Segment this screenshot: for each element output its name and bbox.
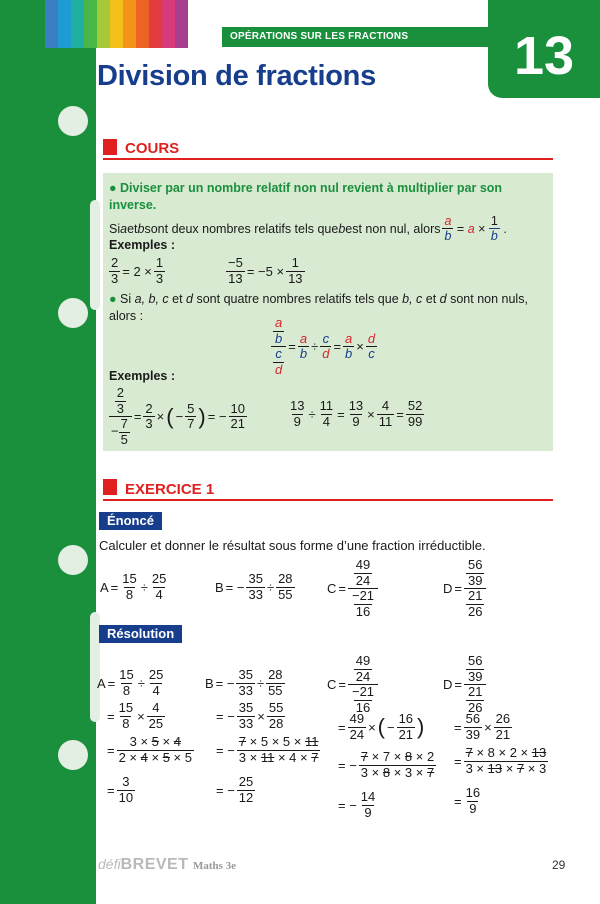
expression-D: D = $\frac{\frac{56}{39}}{\frac{21}{26}}$ [443, 558, 486, 619]
rainbow-stripe [110, 0, 123, 48]
exercice-heading: EXERCICE 1 [125, 481, 215, 498]
expression-A: A = $\frac{15}{8}$ ÷ $\frac{25}{4}$ [100, 571, 167, 602]
rainbow-stripe [97, 0, 110, 48]
example-1: $\frac{2}{3}$ = 2 × $\frac{1}{3}$ [111, 255, 164, 286]
resolution-D-step-1: D = $\frac{\frac{56}{39}}{\frac{21}{26}}$ [443, 654, 486, 715]
var-b: b [137, 221, 145, 236]
exercice-underline [103, 499, 553, 501]
cours-underline [103, 158, 553, 160]
rule-text: Si [109, 221, 121, 236]
formula-1-over-b: $\frac{1}{b}$ [490, 214, 498, 243]
rainbow-stripe [45, 0, 58, 48]
rainbow-stripe [123, 0, 136, 48]
resolution-A-step-1: A = $\frac{15}{8}$ ÷ $\frac{25}{4}$ [97, 667, 164, 698]
resolution-C-step-4: = − $\frac{14}{9}$ [338, 789, 376, 820]
rule-text: est non nul, alors [345, 221, 441, 236]
binder-hole [58, 740, 88, 770]
resolution-A-step-2: = $\frac{15}{8}$ × $\frac{4}{25}$ [107, 700, 164, 731]
resolution-C-step-3: = − $\frac{7 \times 7 \times 8 \times 2}{3 \times 8 \times 3 \times 7}$ [338, 749, 435, 780]
resolution-B-step-2: = − $\frac{35}{33}$ × $\frac{55}{28}$ [216, 700, 284, 731]
chapter-number-badge: 13 [488, 0, 600, 98]
page-number: 29 [552, 858, 566, 872]
resolution-A-step-3: = $\frac{3 \times 5 \times 4}{2 \times 4 \times 5 \times 5}$ [107, 734, 192, 765]
rainbow-stripe [175, 0, 188, 48]
rainbow-stripe [58, 0, 71, 48]
binder-hole [58, 298, 88, 328]
resolution-B-step-1: B = − $\frac{35}{33}$ ÷ $\frac{28}{55}$ [205, 667, 283, 698]
rainbow-strip [45, 0, 188, 48]
enonce-badge: Énoncé [99, 512, 162, 530]
rainbow-stripe [162, 0, 175, 48]
binder-hole [58, 106, 88, 136]
exercise-instruction: Calculer et donner le résultat sous forme d’une fraction irréductible. [99, 538, 486, 553]
formula-a-over-b: $\frac{a}{b}$ [444, 214, 452, 243]
expression-B: B = − $\frac{35}{33}$ ÷ $\frac{28}{55}$ [215, 571, 293, 602]
rule-2-formula: $\frac{\frac{a}{b}}{\frac{c}{d}}$ = $\frac{a}{b}$ ÷ $\frac{c}{d}$ = $\frac{a}{b}$ × $\frac{d}{c}$ [271, 316, 377, 377]
page-title: Division de fractions [97, 60, 376, 92]
cours-heading: COURS [125, 140, 180, 157]
resolution-D-step-2: = $\frac{56}{39}$ × $\frac{26}{21}$ [454, 711, 511, 742]
resolution-A-step-4: = $\frac{3}{10}$ [107, 774, 134, 805]
var-b: b [338, 221, 346, 236]
examples-label: Exemples : [109, 238, 176, 252]
resolution-B-step-3: = − $\frac{7 \times 5 \times 5 \times 11}{3 \times 11 \times 4 \times 7}$ [216, 734, 319, 765]
resolution-B-step-4: = − $\frac{25}{12}$ [216, 774, 254, 805]
section-banner: OPÉRATIONS SUR LES FRACTIONS [222, 27, 490, 47]
resolution-C-step-2: = $\frac{49}{24}$ × ( − $\frac{16}{21}$ ) [338, 711, 425, 742]
left-binder-band [0, 0, 96, 904]
rainbow-stripe [149, 0, 162, 48]
rule-1-statement: Si a et b sont deux nombres relatifs tels que b est non nul, alors $\frac{a}{b}$ = a × $\frac{1}{b}$ . [109, 214, 507, 243]
rule-1-title: ● Diviser par un nombre relatif non nul revient à multiplier par son inverse. [109, 181, 503, 212]
rainbow-stripe [71, 0, 84, 48]
rainbow-stripe [136, 0, 149, 48]
example-2: $\frac{-5}{13}$ = −5 × $\frac{1}{13}$ [228, 255, 303, 286]
cours-marker [103, 139, 117, 155]
var-a: a [120, 221, 128, 236]
rainbow-stripe [84, 0, 97, 48]
exercice-marker [103, 479, 117, 495]
binder-hole [58, 545, 88, 575]
resolution-C-step-1: C = $\frac{\frac{49}{24}}{\frac{-21}{16}}$ [327, 654, 378, 715]
rule-text: sont deux nombres relatifs tels que [144, 221, 339, 236]
rule-text: et [127, 221, 138, 236]
footer-brand: défiBREVET Maths 3e [98, 856, 237, 873]
example-4: $\frac{13}{9}$ ÷ $\frac{11}{4}$ = $\frac{13}{9}$ × $\frac{4}{11}$ = $\frac{52}{99}$ [290, 398, 423, 429]
resolution-badge: Résolution [99, 625, 182, 643]
resolution-D-step-4: = $\frac{16}{9}$ [454, 785, 481, 816]
examples-label-2: Exemples : [109, 369, 176, 383]
rule-2-statement: ● Si a, b, c et d sont quatre nombres relatifs tels que b, c et d sont non nuls, alors : [109, 292, 528, 323]
expression-C: C = $\frac{\frac{49}{24}}{\frac{-21}{16}}$ [327, 558, 378, 619]
resolution-D-step-3: = $\frac{7 \times 8 \times 2 \times 13}{3 \times 13 \times 7 \times 3}$ [454, 745, 547, 776]
binder-tab [90, 200, 100, 310]
example-3: $\frac{2}{3}$ − $\frac{7}{5}$ = $\frac{2}{3}$ × ( − $\frac{5}{7}$ ) = − $\frac{10}{21}$ [111, 385, 245, 447]
